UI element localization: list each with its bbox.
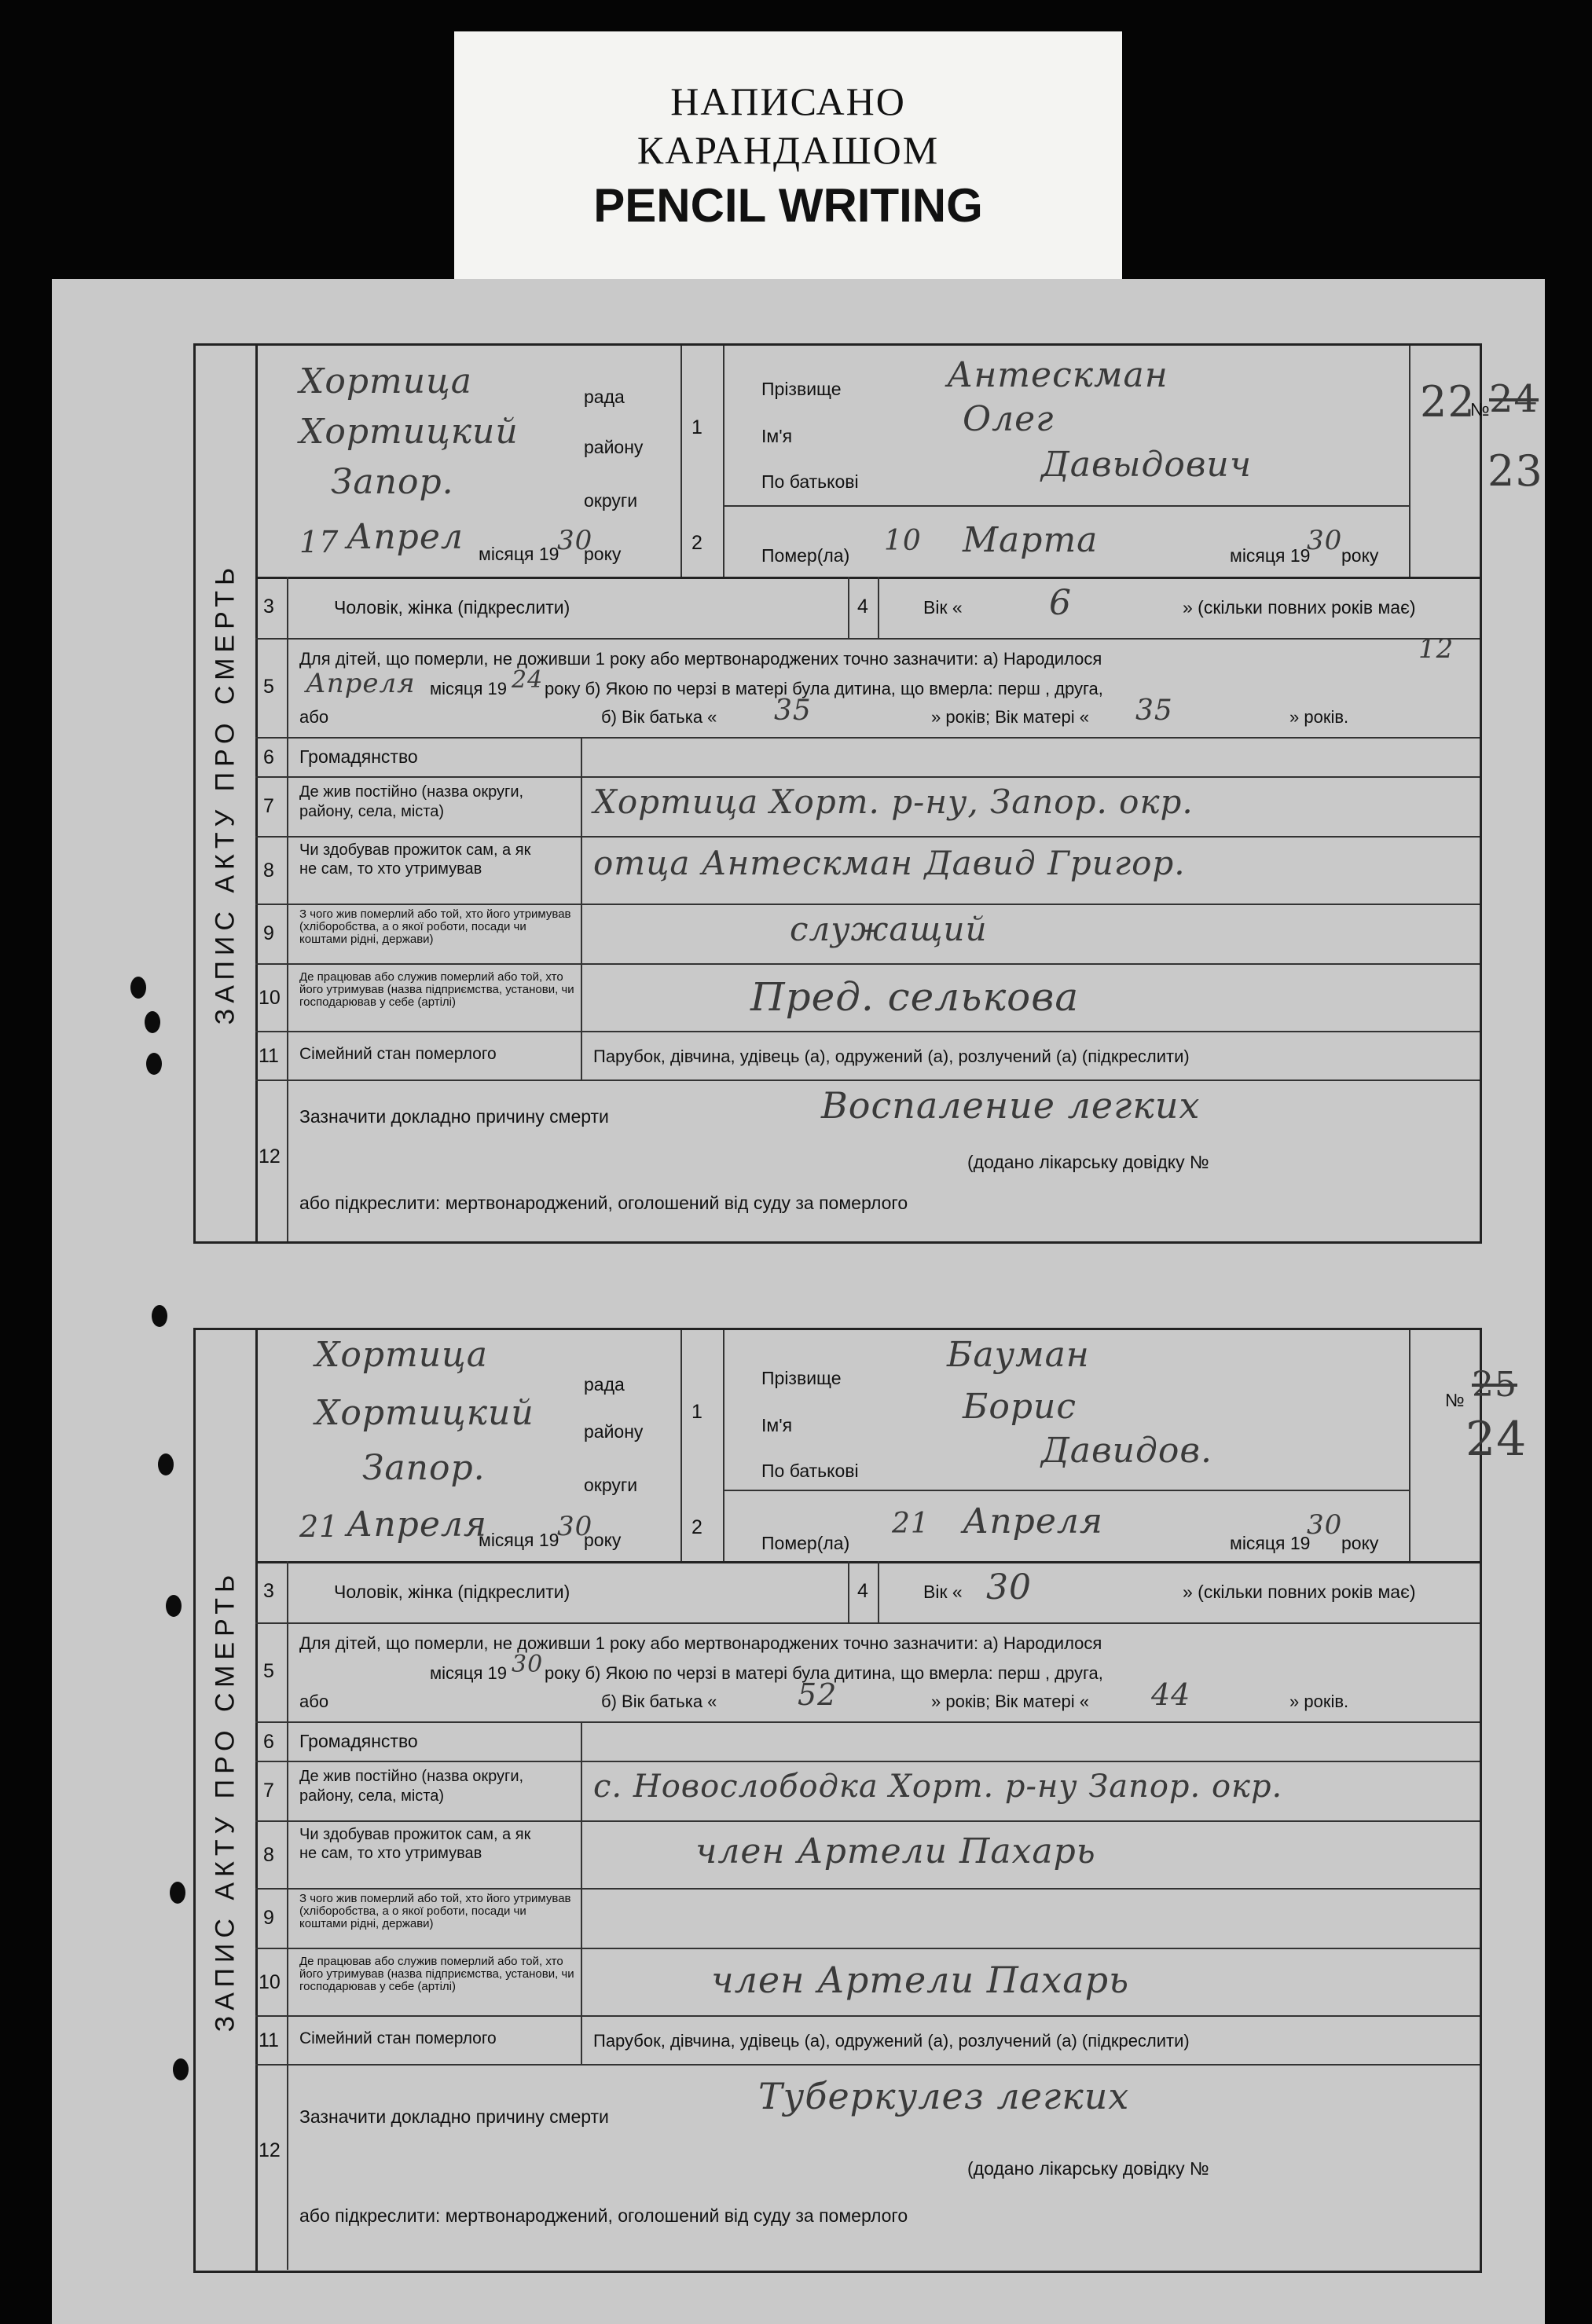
- marital-options: Парубок, дівчина, удівець (а), одружений (а), розлучений (а) (підкреслити): [593, 1047, 1190, 1066]
- age-value: 30: [986, 1567, 1032, 1607]
- surname-value: Бауман: [947, 1335, 1090, 1375]
- citizenship-label: Громадянство: [299, 1731, 418, 1751]
- rada-label: рада: [584, 387, 625, 407]
- marital-options: Парубок, дівчина, удівець (а), одружений (а), розлучений (а) (підкреслити): [593, 2031, 1190, 2051]
- death-label: Помер(ла): [761, 1533, 850, 1553]
- cause-value: Туберкулез легких: [758, 2075, 1130, 2117]
- death-label: Помер(ла): [761, 545, 850, 566]
- record-number-sign: №: [1445, 1390, 1465, 1410]
- label-line-3: PENCIL WRITING: [593, 179, 983, 232]
- document-sheet: [52, 279, 1545, 2324]
- reg-year-label: року: [584, 544, 622, 564]
- record-number-value: 22: [1420, 377, 1476, 427]
- name-value: Борис: [963, 1387, 1077, 1427]
- row-10-employment: 10 Де працював або служив померлий або той, хто його утримував (назва підприємства, установи, чи господарював у себе (артілі) Пред. селькова: [255, 963, 1480, 1032]
- child-month-value: Апреля: [306, 668, 416, 699]
- name-label: Ім'я: [761, 426, 793, 446]
- patronymic-value: Давидов.: [1041, 1431, 1212, 1471]
- reg-month-value: Апреля: [347, 1505, 488, 1545]
- age-value: 6: [1049, 583, 1072, 623]
- punch-hole: [145, 1011, 160, 1033]
- reg-day-value: 17: [299, 525, 339, 559]
- child-year-value: 30: [512, 1651, 544, 1678]
- citizenship-label: Громадянство: [299, 746, 418, 767]
- residence-value: Хортица Хорт. р-ну, Запор. окр.: [593, 783, 1194, 821]
- reg-day-value: 21: [299, 1509, 339, 1544]
- okruga-value: Запор.: [362, 1448, 486, 1488]
- children-line-2a: місяця 19: [430, 1663, 508, 1683]
- pencil-writing-label-card: [454, 31, 1122, 281]
- livelihood-value: служащий: [790, 910, 988, 948]
- reg-month-value: Апрел: [347, 517, 464, 557]
- children-line-2a: місяця 19: [430, 679, 508, 698]
- punch-hole: [166, 1595, 182, 1617]
- child-born-value: 12: [1418, 633, 1454, 665]
- patronymic-label: По батькові: [761, 471, 859, 492]
- record-number-old-value: 24: [1489, 377, 1539, 421]
- punch-hole: [173, 2058, 189, 2080]
- header-block: 1 2 Хортица рада Хортицкий району Запор. округи 17 Апрел місяця 19 30 року Прізвище Антескман Ім'я Олег По батькові Давыдович Помер(ла) 10 Марта місяця 19 30 року 22 № 24 23: [255, 346, 1480, 579]
- mother-age-value: 44: [1151, 1677, 1191, 1712]
- cause-value: Воспаление легких: [821, 1084, 1201, 1127]
- patronymic-value: Давыдович: [1041, 445, 1253, 485]
- rayon-value: Хортицкий: [315, 1393, 534, 1433]
- cert-note: (додано лікарську довідку №: [967, 1152, 1209, 1172]
- death-month-value: Апреля: [963, 1501, 1104, 1541]
- support-value: отца Антескман Давид Григор.: [593, 844, 1186, 882]
- surname-label: Прізвище: [761, 1368, 842, 1388]
- children-line-3c: » років; Вік матері «: [931, 707, 1089, 727]
- livelihood-label: З чого жив померлий або той, хто його утримував (хліборобства, а о якої роботи, посади чи коштами рідні, держави): [299, 1892, 571, 1930]
- death-month-label: місяця 19: [1230, 1533, 1311, 1553]
- death-year-label: року: [1341, 545, 1379, 566]
- employment-value: член Артели Пахарь: [711, 1959, 1130, 2001]
- cert-note: (додано лікарську довідку №: [967, 2158, 1209, 2179]
- punch-hole: [158, 1453, 174, 1475]
- sex-label: Чоловік, жінка (підкреслити): [334, 1582, 570, 1602]
- death-day-value: 21: [892, 1508, 930, 1540]
- okruga-label: округи: [584, 1475, 638, 1495]
- residence-value: с. Новослободка Хорт. р-ну Запор. окр.: [593, 1769, 1283, 1805]
- death-record-form-1: [193, 343, 1543, 1244]
- record-number-sign: №: [1470, 399, 1490, 420]
- livelihood-label: З чого жив померлий або той, хто його утримував (хліборобства, а о якої роботи, посади чи коштами рідні, держави): [299, 907, 571, 946]
- header-block: 1 2 Хортица рада Хортицкий району Запор. округи 21 Апреля місяця 19 30 року Прізвище Бауман Ім'я Борис По батькові Давидов. Помер(ла) 21 Апреля місяця 19 30 року № 25 24: [255, 1330, 1480, 1563]
- support-label: Чи здобував прожиток сам, а як не сам, то хто утримував: [299, 1826, 531, 1862]
- rayon-value: Хортицкий: [299, 412, 519, 452]
- rada-value: Хортица: [299, 361, 472, 401]
- death-record-form-2: [193, 1328, 1528, 2273]
- father-age-value: 35: [774, 695, 812, 727]
- row-3-4: 3 Чоловік, жінка (підкреслити) 4 Вік « 6 » (скільки повних років має): [255, 577, 1480, 640]
- age-suffix: » (скільки повних років має): [1183, 1582, 1416, 1602]
- employment-label: Де працював або служив померлий або той, хто його утримував (назва підприємства, установи, чи господарював у себе (артілі): [299, 970, 574, 1009]
- reg-month-label: місяця 19: [479, 1530, 559, 1550]
- punch-hole: [146, 1053, 162, 1075]
- support-value: член Артели Пахарь: [695, 1831, 1096, 1871]
- rayon-label: району: [584, 1421, 644, 1442]
- cause-label: Зазначити докладно причину смерти: [299, 1106, 609, 1127]
- label-line-2: КАРАНДАШОМ: [636, 128, 940, 172]
- row-5-children: 5 Для дітей, що померли, не доживши 1 року або мертвонароджених точно зазначити: а) Народилося місяця 19 30 року б) Якою по черзі в матері була дитина, що вмерла: перш , друга, або б) Вік батька « 52 » років; Вік матері « 44 » років.: [255, 1622, 1480, 1723]
- father-age-value: 52: [798, 1677, 838, 1712]
- children-line-1: Для дітей, що померли, не доживши 1 року або мертвонароджених точно зазначити: а) Народилося: [299, 649, 1102, 669]
- punch-hole: [152, 1305, 167, 1327]
- support-label: Чи здобував прожиток сам, а як не сам, то хто утримував: [299, 841, 531, 878]
- row-6-citizenship: 6 Громадянство: [255, 737, 1480, 778]
- record-number-old-value: 25: [1472, 1365, 1517, 1405]
- surname-label: Прізвище: [761, 379, 842, 399]
- age-label: Вік «: [923, 1582, 963, 1602]
- rada-label: рада: [584, 1374, 625, 1395]
- children-line-2b: року б) Якою по черзі в матері була дитина, що вмерла: перш , друга,: [545, 1663, 1103, 1683]
- children-line-3c: » років; Вік матері «: [931, 1692, 1089, 1711]
- children-line-2b: року б) Якою по черзі в матері була дитина, що вмерла: перш , друга,: [545, 679, 1103, 698]
- children-line-3a: або: [299, 707, 329, 727]
- child-year-value: 24: [512, 666, 544, 694]
- age-label: Вік «: [923, 597, 963, 618]
- or-note: або підкреслити: мертвонароджений, оголошений від суду за померлого: [299, 2205, 908, 2226]
- death-year-value: 30: [1307, 525, 1343, 556]
- row-9-livelihood: 9 З чого жив померлий або той, хто його утримував (хліборобства, а о якої роботи, посади чи коштами рідні, держави) служащий: [255, 904, 1480, 965]
- row-7-residence: 7 Де жив постійно (назва округи, району, села, міста) с. Новослободка Хорт. р-ну Запор. окр.: [255, 1761, 1480, 1822]
- row-5-children: 5 Для дітей, що померли, не доживши 1 року або мертвонароджених точно зазначити: а) Народилося 12 Апреля місяця 19 24 року б) Якою по черзі в матері була дитина, що вмерла: перш , друга, або б) Вік батька « 35 » років; Вік матері « 35 » років.: [255, 638, 1480, 739]
- label-line-1: НАПИСАНО: [670, 79, 906, 123]
- row-9-livelihood: 9 З чого жив померлий або той, хто його утримував (хліборобства, а о якої роботи, посади чи коштами рідні, держави): [255, 1888, 1480, 1949]
- row-3-4: 3 Чоловік, жінка (підкреслити) 4 Вік « 30 » (скільки повних років має): [255, 1561, 1480, 1624]
- residence-label: Де жив постійно (назва округи, району, села, міста): [299, 783, 524, 820]
- cause-label: Зазначити докладно причину смерти: [299, 2106, 609, 2127]
- children-line-3b: б) Вік батька «: [601, 707, 717, 727]
- name-value: Олег: [963, 399, 1055, 439]
- mother-age-value: 35: [1135, 695, 1173, 727]
- residence-label: Де жив постійно (назва округи, району, села, міста): [299, 1768, 524, 1805]
- death-day-value: 10: [884, 525, 922, 557]
- children-line-3a: або: [299, 1692, 329, 1711]
- death-year-label: року: [1341, 1533, 1379, 1553]
- reg-month-label: місяця 19: [479, 544, 559, 564]
- children-line-1: Для дітей, що померли, не доживши 1 року або мертвонароджених точно зазначити: а) Народилося: [299, 1633, 1102, 1653]
- record-number-value: 24: [1465, 1412, 1528, 1467]
- row-8-support: 8 Чи здобував прожиток сам, а як не сам, то хто утримував отца Антескман Давид Григор.: [255, 836, 1480, 905]
- row-12-cause: 12 Зазначити докладно причину смерти Воспаление легких (додано лікарську довідку № або підкреслити: мертвонароджений, оголошений від суду за померлого: [255, 1080, 1480, 1241]
- row-11-marital: 11 Сімейний стан померлого Парубок, дівчина, удівець (а), одружений (а), розлучений (а) (підкреслити): [255, 1031, 1480, 1081]
- children-line-3d: » років.: [1289, 1692, 1349, 1711]
- employment-label: Де працював або служив померлий або той, хто його утримував (назва підприємства, установи, чи господарював у себе (артілі): [299, 1955, 574, 1993]
- surname-value: Антескман: [947, 355, 1168, 395]
- punch-hole: [170, 1882, 185, 1904]
- patronymic-label: По батькові: [761, 1461, 859, 1481]
- or-note: або підкреслити: мертвонароджений, оголошений від суду за померлого: [299, 1193, 908, 1213]
- row-10-employment: 10 Де працював або служив померлий або той, хто його утримував (назва підприємства, установи, чи господарював у себе (артілі) член Артели Пахарь: [255, 1948, 1480, 2017]
- okruga-value: Запор.: [331, 462, 454, 502]
- reg-year-label: року: [584, 1530, 622, 1550]
- death-month-value: Марта: [963, 520, 1099, 560]
- death-year-value: 30: [1307, 1509, 1343, 1541]
- death-month-label: місяця 19: [1230, 545, 1311, 566]
- row-6-citizenship: 6 Громадянство: [255, 1721, 1480, 1762]
- sex-label: Чоловік, жінка (підкреслити): [334, 597, 570, 618]
- row-12-cause: 12 Зазначити докладно причину смерти Туберкулез легких (додано лікарську довідку № або підкреслити: мертвонароджений, оголошений від суду за померлого: [255, 2064, 1480, 2270]
- children-line-3b: б) Вік батька «: [601, 1692, 717, 1711]
- row-7-residence: 7 Де жив постійно (назва округи, району, села, міста) Хортица Хорт. р-ну, Запор. окр.: [255, 776, 1480, 838]
- age-suffix: » (скільки повних років має): [1183, 597, 1416, 618]
- record-number-alt-value: 23: [1487, 446, 1543, 496]
- marital-label: Сімейний стан померлого: [299, 2029, 497, 2047]
- employment-value: Пред. селькова: [750, 974, 1080, 1020]
- okruga-label: округи: [584, 490, 638, 511]
- vertical-title: ЗАПИС АКТУ ПРО СМЕРТЬ: [196, 346, 258, 1241]
- children-line-3d: » років.: [1289, 707, 1349, 727]
- row-11-marital: 11 Сімейний стан померлого Парубок, дівчина, удівець (а), одружений (а), розлучений (а) (підкреслити): [255, 2015, 1480, 2066]
- punch-hole: [130, 977, 146, 999]
- reg-year-value: 30: [557, 1511, 593, 1542]
- rayon-label: району: [584, 437, 644, 457]
- vertical-title: ЗАПИС АКТУ ПРО СМЕРТЬ: [196, 1330, 258, 2271]
- reg-year-value: 30: [557, 525, 593, 556]
- name-label: Ім'я: [761, 1415, 793, 1435]
- rada-value: Хортица: [315, 1335, 488, 1375]
- marital-label: Сімейний стан померлого: [299, 1045, 497, 1063]
- row-8-support: 8 Чи здобував прожиток сам, а як не сам, то хто утримував член Артели Пахарь: [255, 1820, 1480, 1890]
